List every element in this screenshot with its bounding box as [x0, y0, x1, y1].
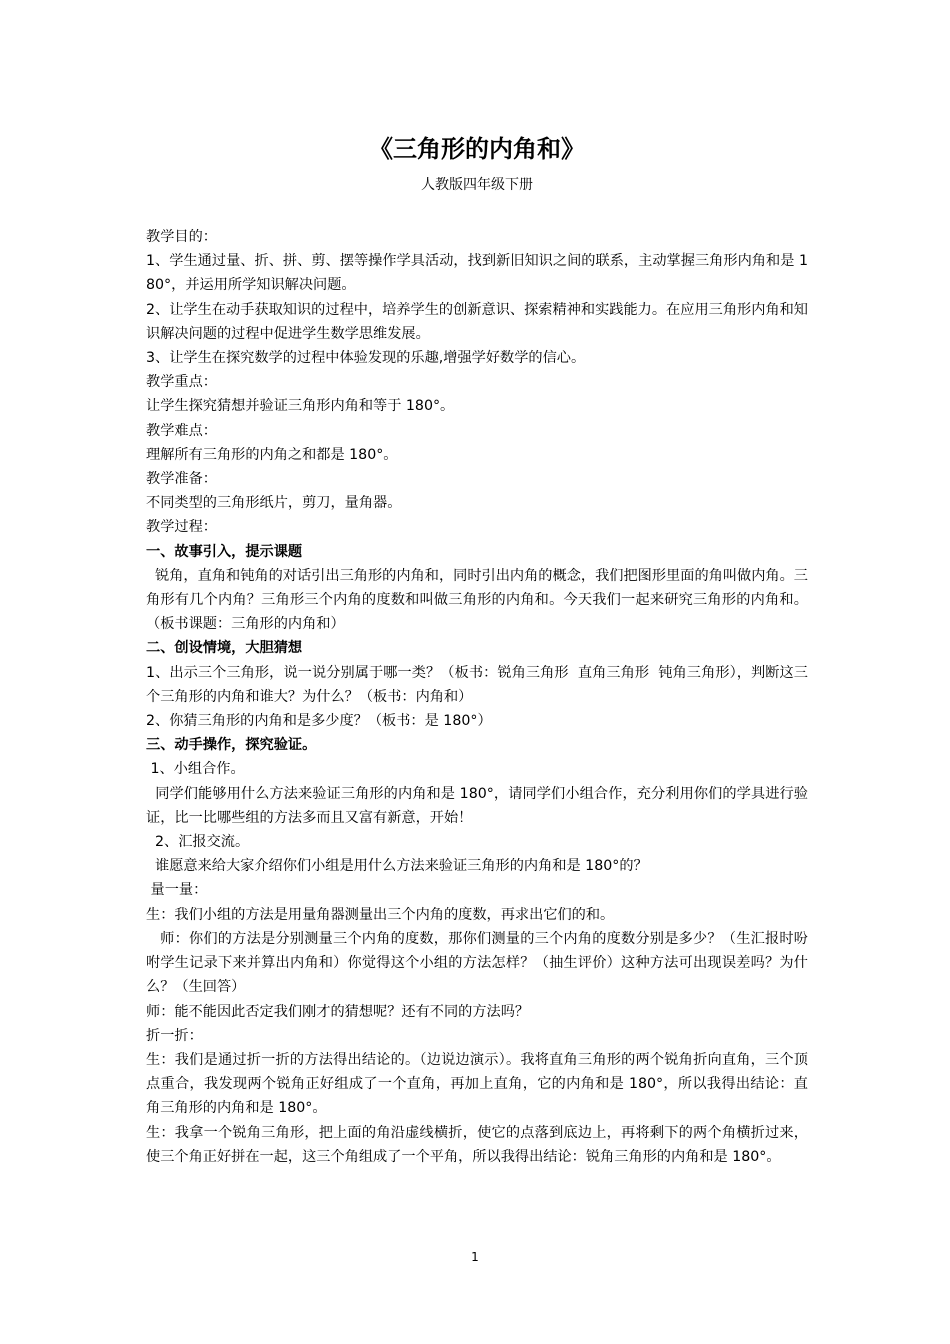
- paragraph: 让学生探究猜想并验证三角形内角和等于 180°。: [146, 398, 455, 415]
- paragraph: 谁愿意来给大家介绍你们小组是用什么方法来验证三角形的内角和是 180°的？: [146, 858, 648, 875]
- paragraph: 生：我拿一个锐角三角形，把上面的角沿虚线横折，使它的点落到底边上，再将剩下的两个角横折过来，使三个角正好拼在一起，这三个角组成了一个平角，所以我得出结论：锐角三角形的内角和是 180°。: [146, 1124, 808, 1165]
- document-body: [146, 225, 808, 1169]
- page-title: 《三角形的内角和》: [369, 135, 585, 163]
- paragraph: 同学们能够用什么方法来验证三角形的内角和是 180°，请同学们小组合作，充分利用你们的学具进行验证，比一比哪些组的方法多而且又富有新意，开始！: [146, 785, 808, 826]
- paragraph: 理解所有三角形的内角之和都是 180°。: [146, 446, 398, 463]
- paragraph: 量一量：: [146, 882, 208, 899]
- paragraph: 师：能不能因此否定我们刚才的猜想呢？还有不同的方法吗？: [146, 1003, 530, 1020]
- paragraph: 3、让学生在探究数学的过程中体验发现的乐趣,增强学好数学的信心。: [146, 350, 586, 367]
- page-subtitle: 人教版四年级下册: [421, 177, 533, 193]
- paragraph: 教学重点：: [146, 374, 217, 391]
- paragraph: 2、让学生在动手获取知识的过程中，培养学生的创新意识、探索精神和实践能力。在应用三角形内角和知识解决问题的过程中促进学生数学思维发展。: [146, 301, 808, 342]
- section-heading: 一、故事引入，提示课题: [146, 543, 303, 560]
- page-number: 1: [471, 1250, 479, 1264]
- paragraph: 教学过程：: [146, 519, 217, 536]
- paragraph: 教学目的：: [146, 229, 217, 245]
- paragraph: 2、你猜三角形的内角和是多少度？（板书：是 180°）: [146, 713, 492, 730]
- section-heading: 三、动手操作，探究验证。: [146, 737, 317, 754]
- paragraph: 师：你们的方法是分别测量三个内角的度数，那你们测量的三个内角的度数分别是多少？（生汇报时吩咐学生记录下来并算出内角和）你觉得这个小组的方法怎样？（抽生评价）这种方法可出现误差吗？为什么？（生回答）: [146, 930, 808, 996]
- paragraph: 1、学生通过量、折、拼、剪、摆等操作学具活动，找到新旧知识之间的联系，主动掌握三角形内角和是 180°，并运用所学知识解决问题。: [146, 253, 808, 294]
- paragraph: 1、出示三个三角形，说一说分别属于哪一类？（板书：锐角三角形 直角三角形 钝角三角形），判断这三个三角形的内角和谁大？为什么？（板书：内角和）: [146, 664, 808, 705]
- paragraph: 1、小组合作。: [146, 761, 245, 778]
- paragraph: 不同类型的三角形纸片，剪刀，量角器。: [146, 495, 402, 512]
- paragraph: 教学准备：: [146, 471, 217, 488]
- paragraph: 折一折：: [146, 1027, 203, 1044]
- paragraph: 生：我们小组的方法是用量角器测量出三个内角的度数，再求出它们的和。: [146, 906, 615, 923]
- paragraph: 生：我们是通过折一折的方法得出结论的。（边说边演示）。我将直角三角形的两个锐角折向直角，三个顶点重合，我发现两个锐角正好组成了一个直角，再加上直角，它的内角和是 180°，所以我得出结论：直角三角形的内角和是 180°。: [146, 1051, 808, 1117]
- paragraph: 教学难点：: [146, 422, 217, 439]
- section-heading: 二、创设情境，大胆猜想: [146, 640, 303, 657]
- paragraph: 2、汇报交流。: [146, 834, 250, 851]
- paragraph: 锐角，直角和钝角的对话引出三角形的内角和，同时引出内角的概念，我们把图形里面的角叫做内角。三角形有几个内角？三角形三个内角的度数和叫做三角形的内角和。今天我们一起来研究三角形的内角和。（板书课题：三角形的内角和）: [146, 567, 808, 633]
